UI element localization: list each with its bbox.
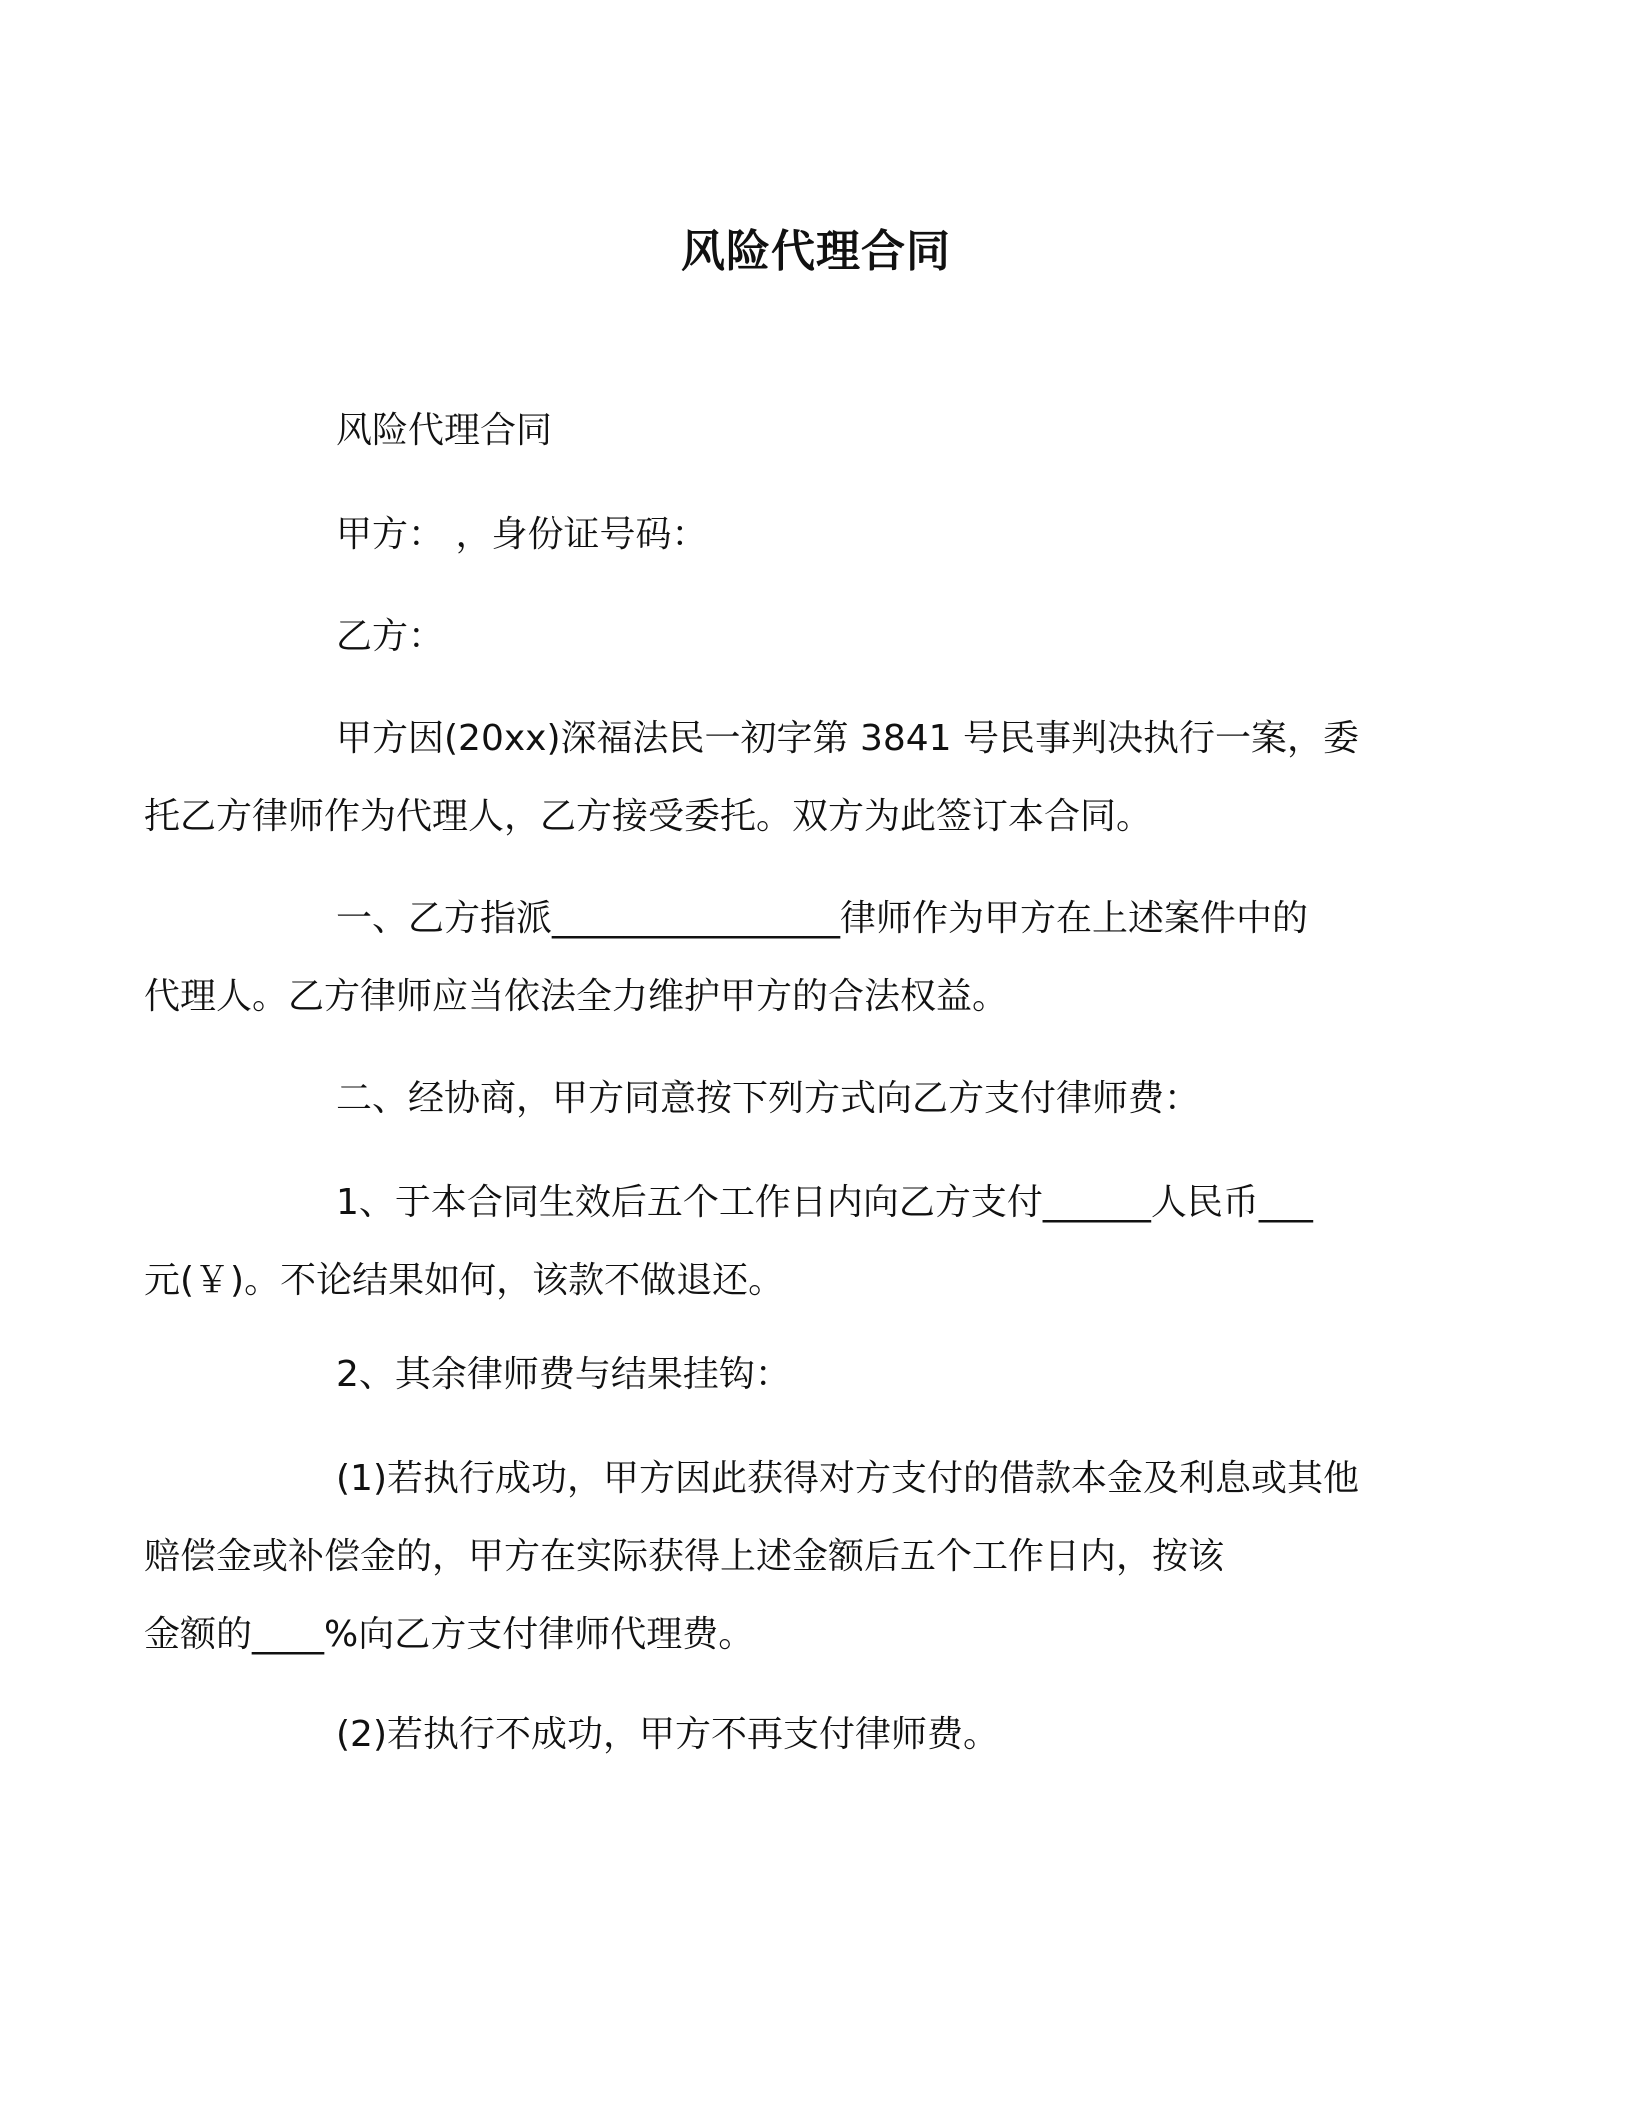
paragraph-line: 金额的____%向乙方支付律师代理费。 bbox=[144, 1614, 755, 1655]
paragraph-line: 1、于本合同生效后五个工作日内向乙方支付______人民币___ bbox=[336, 1182, 1313, 1223]
paragraph-case-description bbox=[144, 700, 1390, 856]
paragraph-success-clause bbox=[144, 1440, 1390, 1674]
paragraph-line: 代理人。乙方律师应当依法全力维护甲方的合法权益。 bbox=[144, 976, 1009, 1017]
paragraph-subtitle bbox=[240, 392, 1390, 470]
paragraph-party-a bbox=[240, 496, 1390, 574]
paragraph-line: (2)若执行不成功，甲方不再支付律师费。 bbox=[336, 1714, 999, 1755]
paragraph-line: 赔偿金或补偿金的，甲方在实际获得上述金额后五个工作日内，按该 bbox=[144, 1536, 1225, 1577]
paragraph-line: 甲方因(20xx)深福法民一初字第 3841 号民事判决执行一案，委 bbox=[336, 718, 1360, 759]
paragraph-line: 一、乙方指派________________律师作为甲方在上述案件中的 bbox=[336, 898, 1309, 939]
paragraph-clause-2 bbox=[240, 1060, 1390, 1138]
paragraph-party-b bbox=[240, 598, 1390, 676]
paragraph-failure-clause bbox=[240, 1696, 1390, 1774]
paragraph-line: (1)若执行成功，甲方因此获得对方支付的借款本金及利息或其他 bbox=[336, 1458, 1359, 1499]
paragraph-line: 乙方： bbox=[336, 616, 445, 657]
paragraph-payment-1 bbox=[144, 1164, 1390, 1320]
paragraph-line: 元(￥)。不论结果如何，该款不做退还。 bbox=[144, 1260, 785, 1301]
document-title: 风险代理合同 bbox=[681, 226, 951, 277]
paragraph-line: 风险代理合同 bbox=[336, 410, 553, 451]
paragraph-line: 2、其余律师费与结果挂钩： bbox=[336, 1354, 791, 1395]
paragraph-line: 二、经协商，甲方同意按下列方式向乙方支付律师费： bbox=[336, 1078, 1201, 1119]
paragraph-line: 甲方： ，身份证号码： bbox=[336, 514, 708, 555]
paragraph-line: 托乙方律师作为代理人，乙方接受委托。双方为此签订本合同。 bbox=[144, 796, 1153, 837]
paragraph-clause-1 bbox=[144, 880, 1390, 1036]
paragraph-payment-2 bbox=[240, 1336, 1390, 1414]
